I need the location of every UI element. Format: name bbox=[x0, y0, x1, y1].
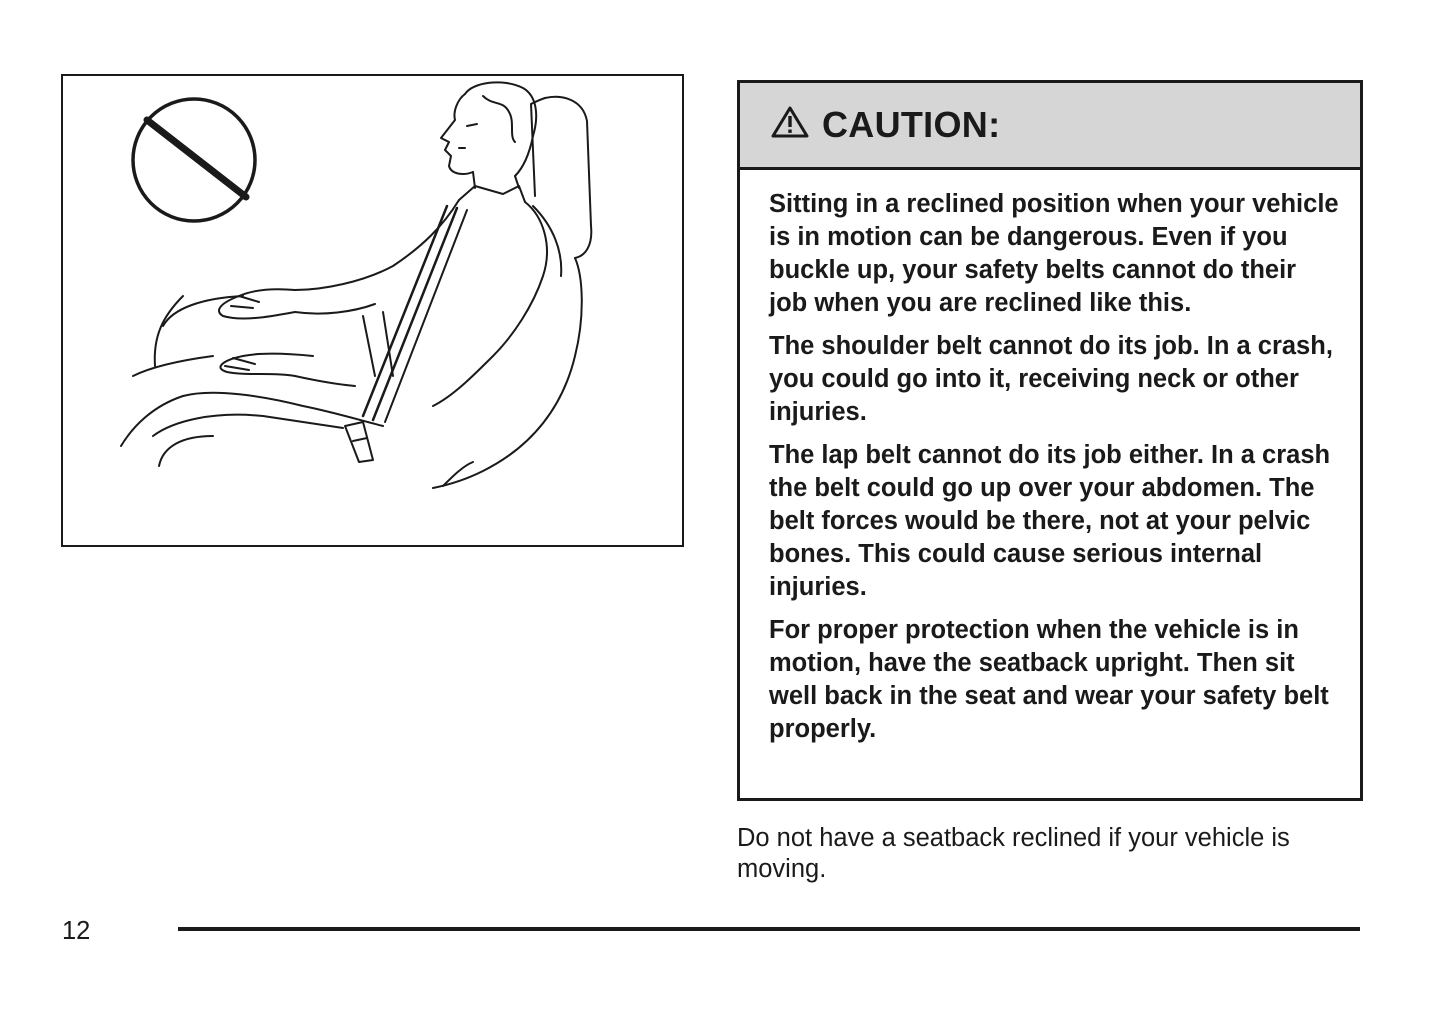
caution-paragraph-3: The lap belt cannot do its job either. In a crash the belt could go up over your abdomen. The belt forces would be there, not at your pelvic bones. This could cause serious internal injuries. bbox=[769, 441, 1331, 601]
caution-paragraph-4: For proper protection when the vehicle is in motion, have the seatback upright. Then sit well back in the seat and wear your safety belt properly. bbox=[769, 616, 1329, 743]
caution-box bbox=[737, 80, 1363, 801]
caution-paragraph-2: The shoulder belt cannot do its job. In a crash, you could go into it, receiving neck or other injuries. bbox=[769, 332, 1333, 426]
caution-body bbox=[740, 170, 1360, 746]
footer-rule bbox=[178, 927, 1360, 931]
caution-title: CAUTION: bbox=[822, 104, 1001, 145]
page-number: 12 bbox=[62, 917, 91, 945]
body-note: Do not have a seatback reclined if your vehicle is moving. bbox=[737, 824, 1290, 883]
illustration-reclined-passenger bbox=[61, 74, 684, 547]
caution-header bbox=[740, 83, 1360, 170]
caution-paragraph-1: Sitting in a reclined position when your vehicle is in motion can be dangerous. Even if you buckle up, your safety belts cannot do their job when you are reclined like this. bbox=[769, 190, 1339, 317]
prohibited-icon bbox=[133, 99, 255, 221]
reclined-passenger-drawing bbox=[63, 76, 682, 545]
warning-triangle-icon bbox=[770, 105, 810, 139]
